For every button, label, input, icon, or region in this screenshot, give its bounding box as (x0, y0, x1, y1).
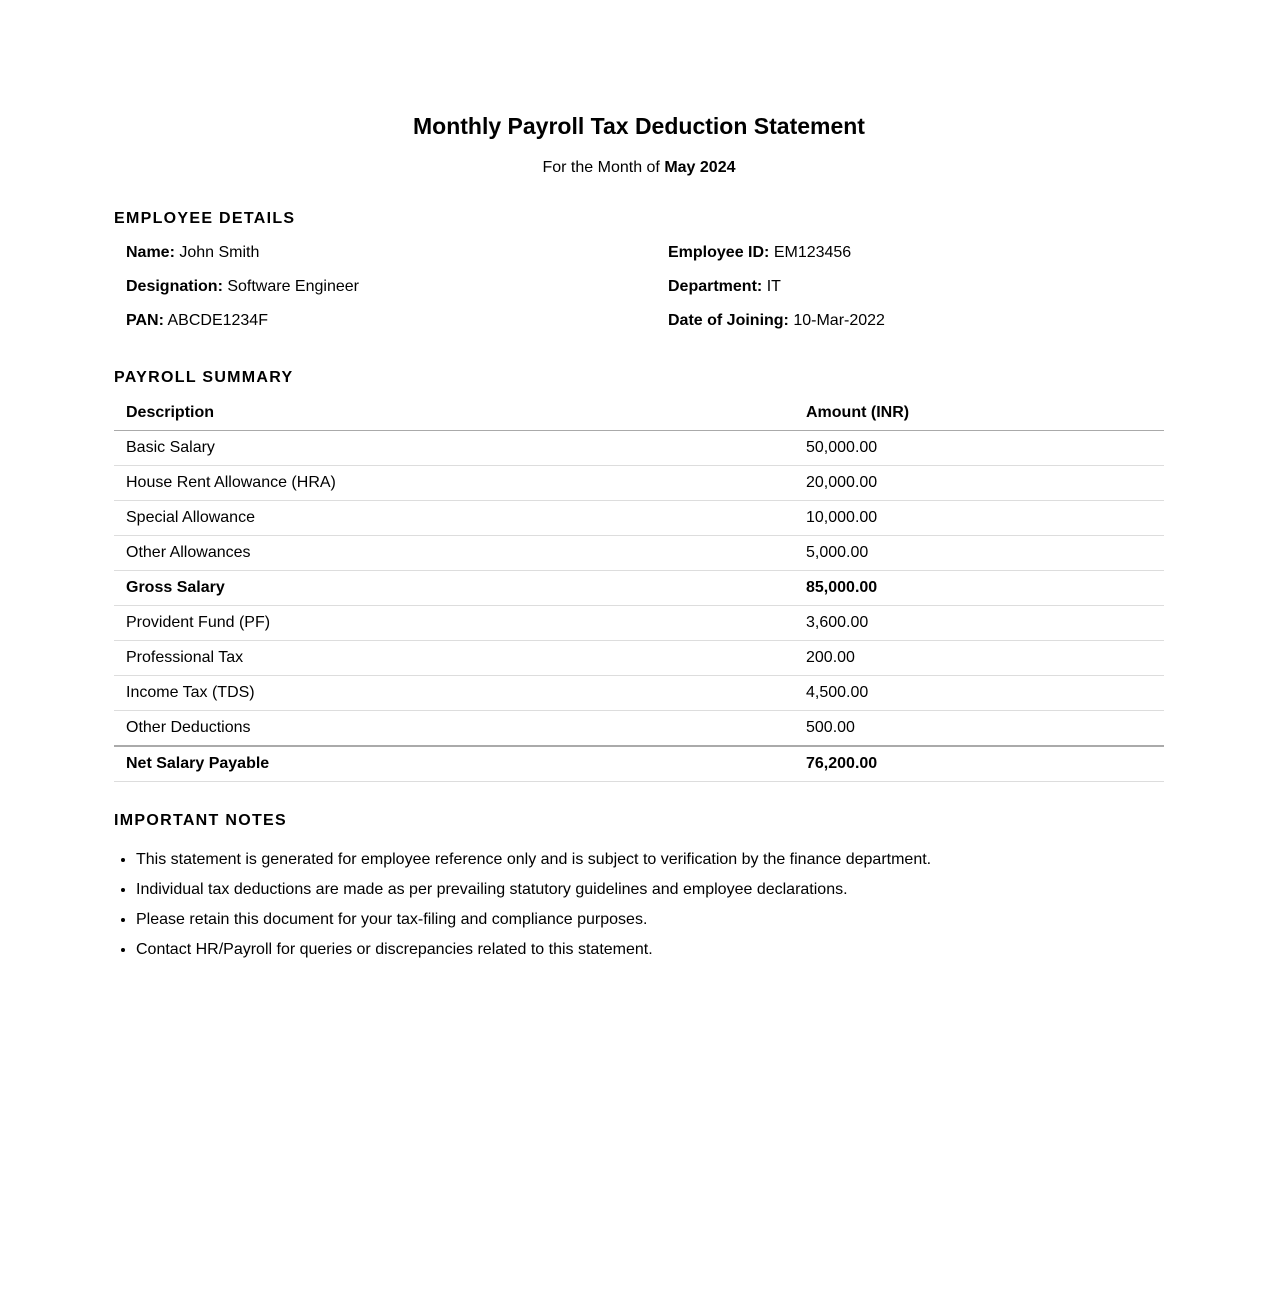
detail-value: EM123456 (773, 244, 852, 261)
payroll-summary-table (114, 396, 1164, 782)
detail-date-of-joining (668, 311, 885, 331)
detail-value: Software Engineer (227, 278, 359, 295)
detail-name (126, 243, 259, 263)
table-row (114, 676, 1164, 711)
detail-label: Date of Joining: (668, 312, 789, 329)
detail-value: 10-Mar-2022 (793, 312, 885, 329)
detail-designation (126, 277, 359, 297)
column-header-description: Description (114, 396, 794, 431)
statement-period (114, 158, 1164, 178)
table-row (114, 536, 1164, 571)
table-row (114, 606, 1164, 641)
row-description: Special Allowance (114, 501, 794, 536)
table-row (114, 641, 1164, 676)
row-description: Other Allowances (114, 536, 794, 571)
detail-label: Employee ID: (668, 244, 770, 261)
column-header-amount: Amount (INR) (794, 396, 1164, 431)
detail-label: PAN: (126, 312, 164, 329)
page-title: Monthly Payroll Tax Deduction Statement (413, 113, 865, 139)
detail-value: John Smith (179, 244, 260, 261)
detail-label: Department: (668, 278, 763, 295)
detail-employee-id (668, 243, 851, 263)
row-amount: 20,000.00 (794, 466, 1164, 501)
detail-value: ABCDE1234F (167, 312, 268, 329)
row-description: Other Deductions (114, 711, 794, 747)
detail-department (668, 277, 781, 297)
period-month: May 2024 (664, 159, 736, 176)
row-description: Basic Salary (114, 431, 794, 466)
table-row (114, 501, 1164, 536)
row-amount: 85,000.00 (794, 571, 1164, 606)
row-description: Gross Salary (114, 571, 794, 606)
row-amount: 200.00 (794, 641, 1164, 676)
important-notes-heading: IMPORTANT NOTES (114, 812, 287, 829)
row-amount: 500.00 (794, 711, 1164, 747)
net-salary-row (114, 746, 1164, 782)
row-description: Income Tax (TDS) (114, 676, 794, 711)
detail-label: Name: (126, 244, 175, 261)
detail-value: IT (766, 278, 781, 295)
row-amount: 4,500.00 (794, 676, 1164, 711)
detail-label: Designation: (126, 278, 223, 295)
list-item: • Individual tax deductions are made as per prevailing statutory guidelines and employee declarations. (136, 875, 1164, 905)
row-description: Provident Fund (PF) (114, 606, 794, 641)
row-amount: 76,200.00 (794, 746, 1164, 782)
payroll-summary-heading: PAYROLL SUMMARY (114, 369, 294, 386)
detail-pan (126, 311, 268, 331)
period-prefix: For the Month of (542, 159, 660, 176)
list-item: • This statement is generated for employee reference only and is subject to verification by the finance department. (136, 845, 1164, 875)
table-row (114, 466, 1164, 501)
table-row (114, 711, 1164, 747)
list-item: • Please retain this document for your tax-filing and compliance purposes. (136, 905, 1164, 935)
row-amount: 50,000.00 (794, 431, 1164, 466)
gross-salary-row (114, 571, 1164, 606)
notes-list (114, 845, 1164, 965)
row-description: House Rent Allowance (HRA) (114, 466, 794, 501)
row-amount: 3,600.00 (794, 606, 1164, 641)
list-item: • Contact HR/Payroll for queries or discrepancies related to this statement. (136, 935, 1164, 965)
row-description: Net Salary Payable (114, 746, 794, 782)
table-header-row (114, 396, 1164, 431)
row-amount: 5,000.00 (794, 536, 1164, 571)
table-row (114, 431, 1164, 466)
row-amount: 10,000.00 (794, 501, 1164, 536)
row-description: Professional Tax (114, 641, 794, 676)
employee-details-heading: EMPLOYEE DETAILS (114, 210, 296, 227)
